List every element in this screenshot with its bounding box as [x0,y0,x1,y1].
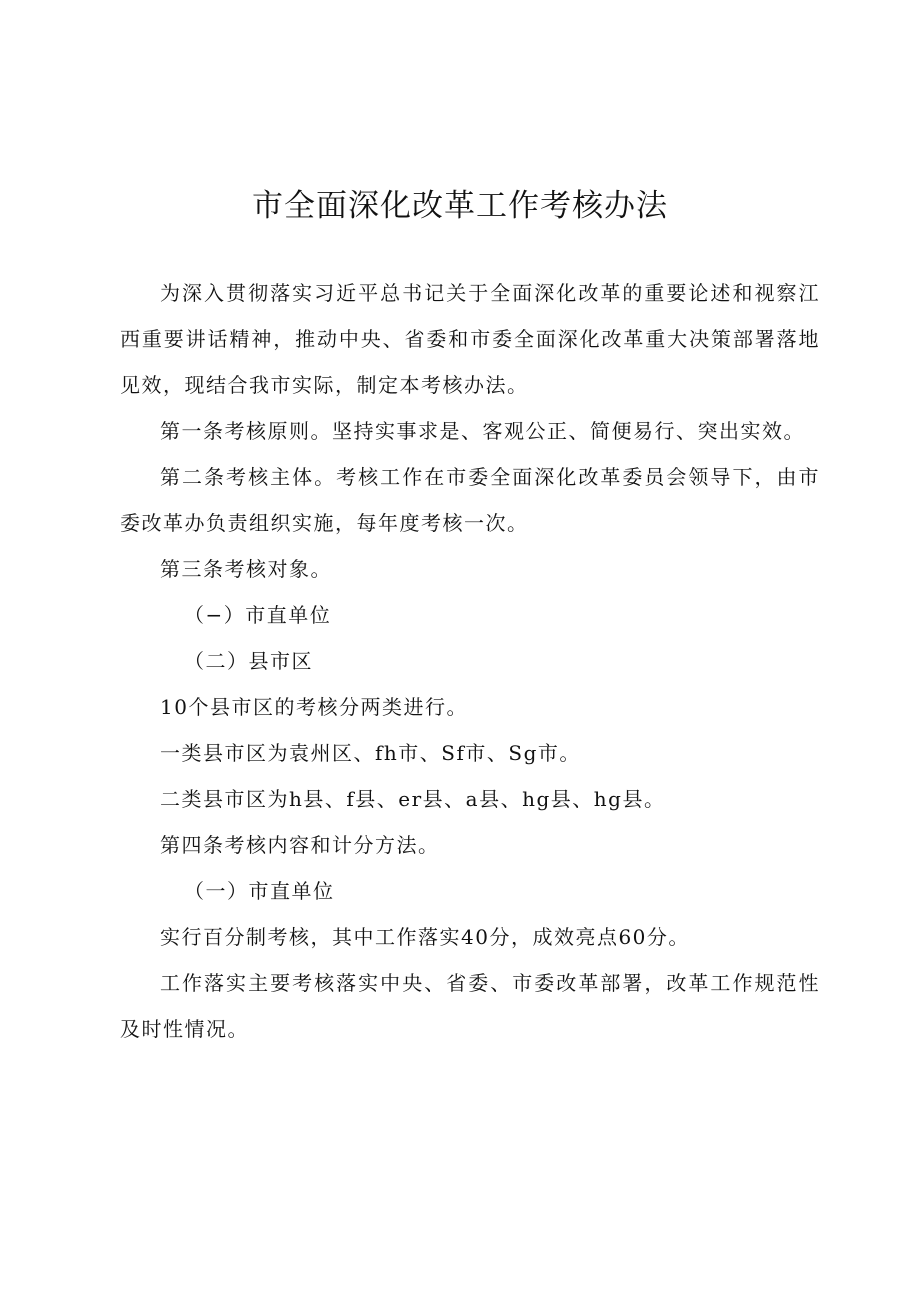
list-item-counties: （二）县市区 [184,649,313,673]
paragraph-work-implementation: 工作落实主要考核落实中央、省委、市委改革部署，改革工作规范性及时性情况。 [120,971,820,1041]
paragraph-county-categories: 10个县市区的考核分两类进行。 [160,695,468,719]
paragraph-category-one: 一类县市区为袁州区、fh市、Sf市、Sg市。 [160,741,581,765]
paragraph-scoring-system: 实行百分制考核，其中工作落实40分，成效亮点60分。 [160,925,690,949]
paragraph-article-1: 第一条考核原则。坚持实事求是、客观公正、简便易行、突出实效。 [160,419,805,443]
list-item-city-units: （−）市直单位 [184,603,332,627]
document-body [120,270,820,1052]
document-title: 市全面深化改革工作考核办法 [252,188,668,224]
paragraph-article-2: 第二条考核主体。考核工作在市委全面深化改革委员会领导下，由市委改革办负责组织实施，每年度考核一次。 [120,465,820,535]
paragraph-category-two: 二类县市区为h县、f县、er县、a县、hg县、hg县。 [160,787,666,811]
paragraph-intro: 为深入贯彻落实习近平总书记关于全面深化改革的重要论述和视察江西重要讲话精神，推动中央、省委和市委全面深化改革重大决策部署落地见效，现结合我市实际，制定本考核办法。 [120,281,820,397]
list-item-city-units-scoring: （一）市直单位 [184,879,335,903]
paragraph-article-4: 第四条考核内容和计分方法。 [160,833,440,857]
paragraph-article-3: 第三条考核对象。 [160,557,332,581]
